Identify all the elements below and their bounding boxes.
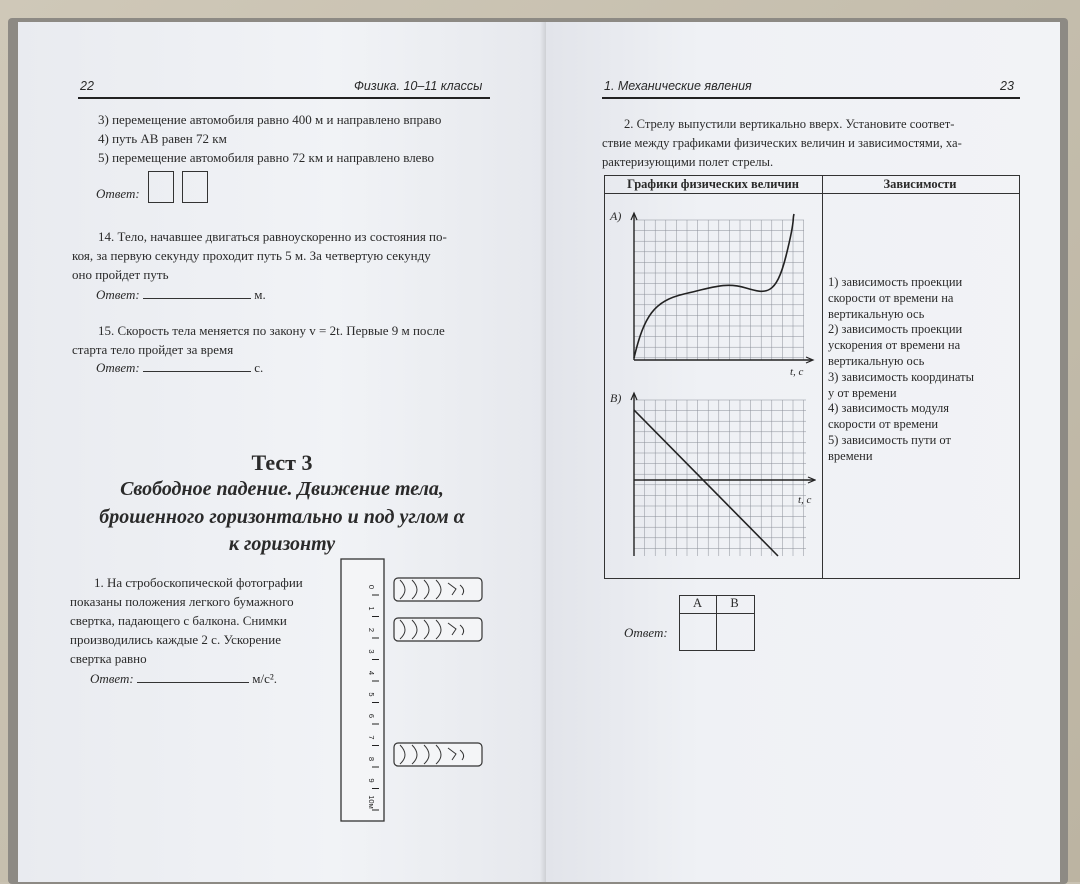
dependency-line: 5) зависимость пути от [828,433,951,447]
test-title-line1: Свободное падение. Движение тела, [120,478,444,500]
answer-label-1: Ответ: [90,671,134,686]
left-page [18,22,546,882]
ruler-mark-label: 6 [367,713,376,719]
q15-answer [96,359,263,376]
graph-b-axis-t-label: t, с [798,494,812,506]
test-title-line3: к горизонту [228,533,336,555]
ruler-mark-label: 1 [367,606,376,611]
ruler-mark-label: 3 [367,649,376,654]
answer-label-14: Ответ: [96,287,140,302]
option-5: 5) перемещение автомобиля равно 72 км и направлено влево [98,150,435,165]
answer-col-b: В [730,596,739,610]
dependency-line: 3) зависимость координаты [828,369,975,384]
q14-unit: м. [254,287,266,302]
dependency-line: времени [828,448,873,463]
roll-1 [394,578,482,601]
header-title-left: Физика. 10–11 классы [354,79,483,93]
q15-unit: с. [254,360,264,375]
graph-a-axis-t-label: t, с [790,366,804,378]
option-4: 4) путь AB равен 72 км [98,131,227,146]
answer-cell-b[interactable] [718,615,752,649]
dependency-line: вертикальную ось [828,354,925,368]
q1-line3: свертка, падающего с балкона. Снимки [70,613,287,628]
dependency-line: y от времени [828,385,897,400]
strobe-photo-figure [338,557,498,829]
q1-answer [90,670,277,687]
graph-b-label: В) [610,391,622,405]
page-number-left: 22 [80,79,94,93]
ruler-mark-label: 5 [367,692,376,697]
col-graphs-header: Графики физических величин [627,177,799,191]
dependency-line: вертикальную ось [828,306,925,321]
q1-line1: 1. На стробоскопической фотографии [94,575,303,590]
dependency-line: скорости от времени на [828,290,954,305]
graph-b [626,390,816,560]
q14-answer-blank[interactable] [143,286,251,299]
answer-cell-a[interactable] [681,615,715,649]
right-page [546,22,1060,882]
q15-line1: 15. Скорость тела меняется по закону v = 2t. Первые 9 м после [98,323,445,338]
q14-line1: 14. Тело, начавшее двигаться равноускоренно из состояния по- [98,229,447,244]
ruler-mark-label: 4 [367,670,376,676]
q1-answer-blank[interactable] [137,670,249,683]
page-number-right: 23 [1000,79,1014,93]
answer-col-a: А [692,596,703,610]
graph-a [626,206,816,366]
option-3: 3) перемещение автомобиля равно 400 м и направлено вправо [98,112,442,127]
q2-line2: ствие между графиками физических величин и зависимостями, ха- [602,136,962,150]
q2-line1: 2. Стрелу выпустили вертикально вверх. Установите соответ- [624,117,955,131]
table-header-rule [604,193,1020,194]
q1-unit: м/с². [252,671,278,686]
answer-label-2: Ответ: [624,625,668,640]
test-number: Тест 3 [251,450,313,475]
dependency-line: ускорения от времени на [828,338,961,353]
ruler-mark-label: 8 [367,756,376,762]
q1-line5: свертка равно [70,651,147,666]
graph-a-label: А) [610,209,622,223]
dependency-line: 1) зависимость проекции [828,275,963,289]
dependency-line: 2) зависимость проекции [828,322,963,337]
roll-2 [394,618,482,641]
table-column-divider [822,175,823,579]
ruler-mark-label: 0 [367,584,376,590]
dependency-line: 4) зависимость модуля [828,401,950,416]
q1-line2: показаны положения легкого бумажного [70,594,294,609]
answer-box-1[interactable] [148,171,174,203]
q14-line2: коя, за первую секунду проходит путь 5 м. За четвертую секунду [72,248,431,263]
answer-label-13: Ответ: [96,186,140,201]
q14-line3: оно пройдет путь [72,267,169,282]
ruler-mark-label: 7 [367,735,376,740]
answer-label-15: Ответ: [96,360,140,375]
ruler-mark-label: 2 [367,627,376,633]
ruler-mark-label: 10м [367,795,376,809]
answer-box-2[interactable] [182,171,208,203]
test-title-line2: брошенного горизонтально и под углом α [99,506,465,528]
q14-answer [96,286,266,303]
ruler-mark-label: 9 [367,778,376,783]
q2-line3: рактеризующими полет стрелы. [602,155,774,169]
q1-line4: производились каждые 2 с. Ускорение [70,632,281,647]
q15-line2: старта тело пройдет за время [72,342,234,357]
ruler-frame [341,559,384,821]
header-rule-right [602,97,1020,99]
q15-answer-blank[interactable] [143,359,251,372]
header-title-right: 1. Механические явления [604,79,752,93]
col-dependencies-header: Зависимости [883,177,957,191]
dependency-line: скорости от времени [828,417,939,432]
header-rule-left [78,97,490,99]
roll-3 [394,743,482,766]
